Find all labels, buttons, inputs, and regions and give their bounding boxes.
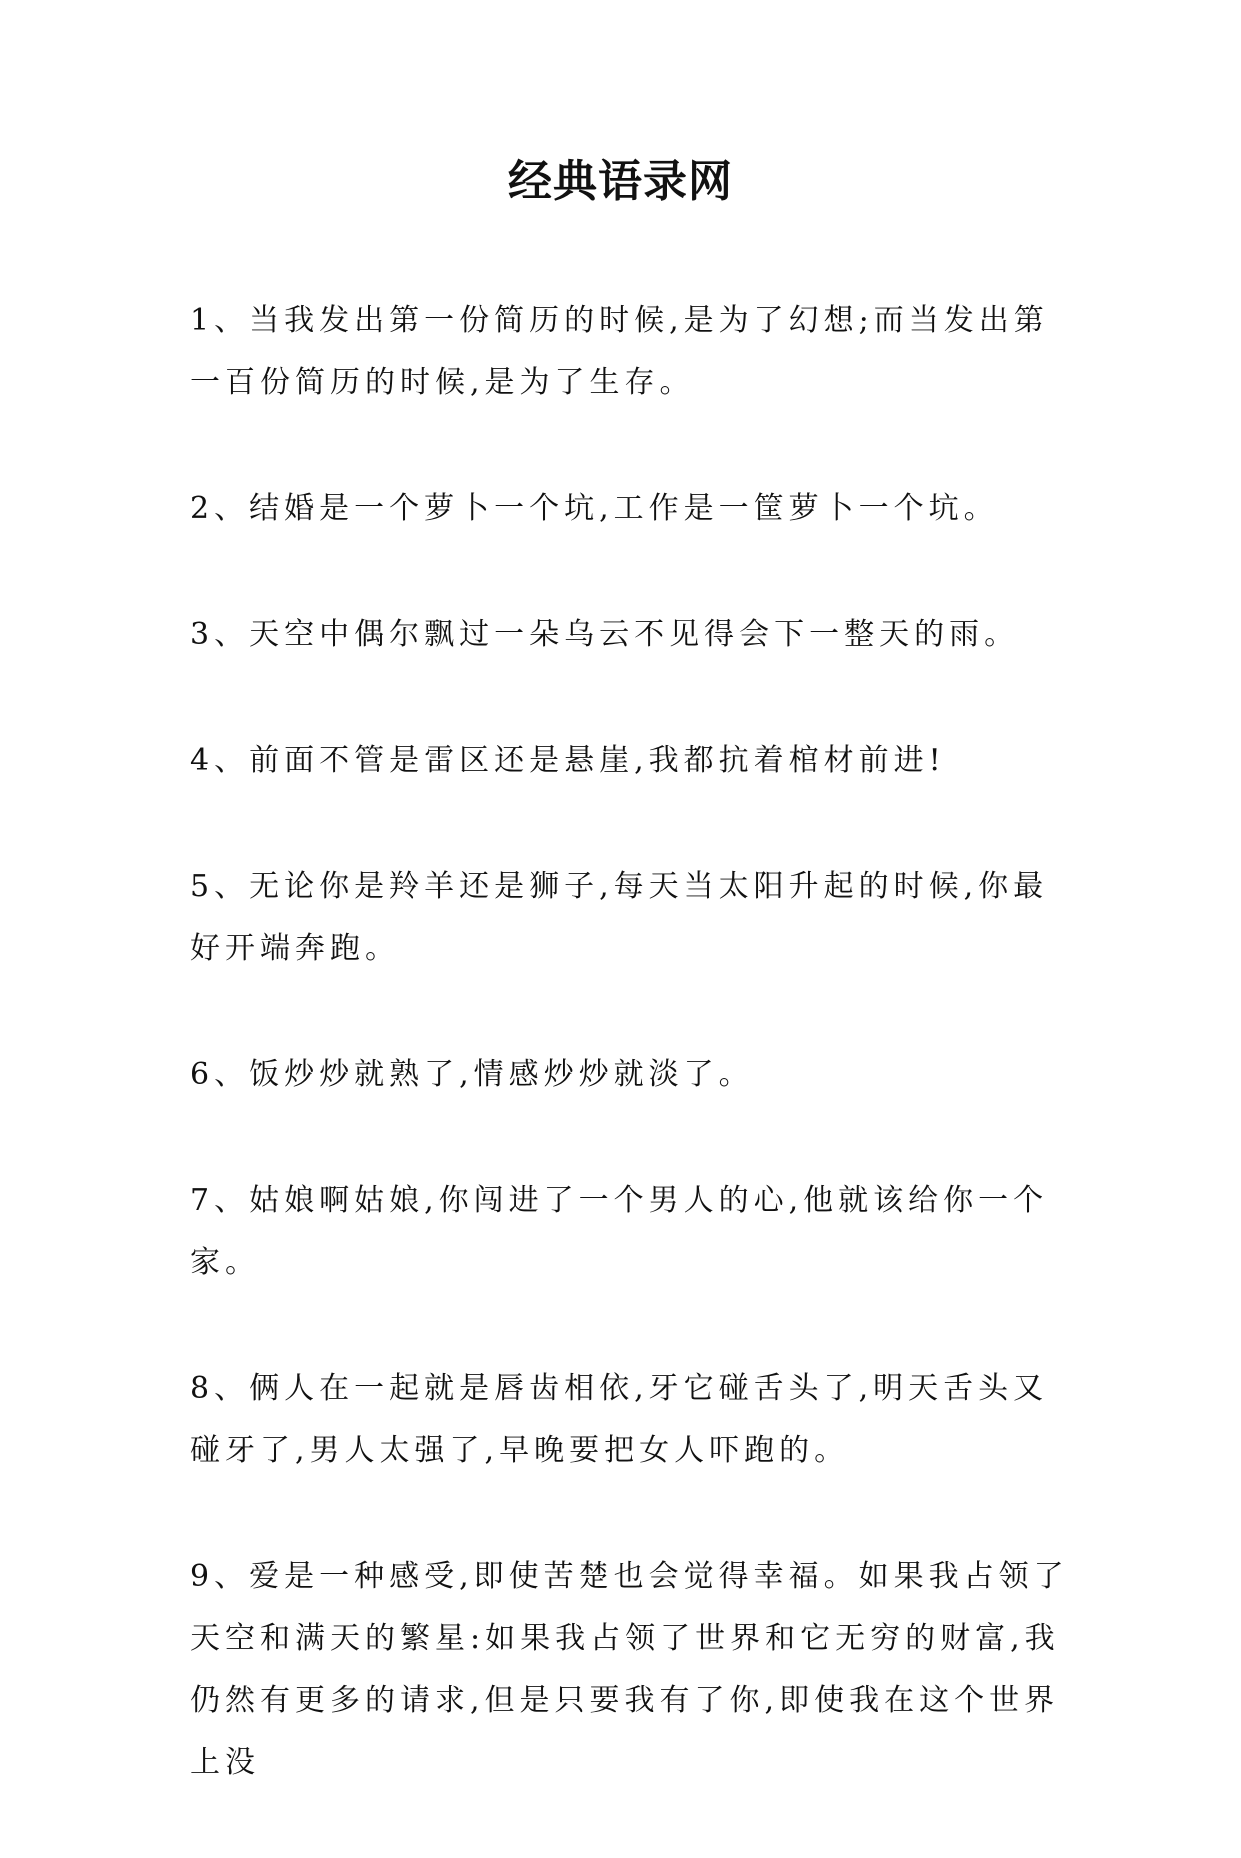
quote-item: 7、姑娘啊姑娘,你闯进了一个男人的心,他就该给你一个家。 [190, 1183, 1049, 1280]
quote-item: 8、俩人在一起就是唇齿相依,牙它碰舌头了,明天舌头又碰牙了,男人太强了,早晚要把女人吓跑的。 [190, 1371, 1049, 1468]
quote-item: 9、爱是一种感受,即使苦楚也会觉得幸福。如果我占领了天空和满天的繁星:如果我占领了世界和它无穷的财富,我仍然有更多的请求,但是只要我有了你,即使我在这个世界上没 [190, 1559, 1069, 1780]
quote-item: 2、结婚是一个萝卜一个坑,工作是一筐萝卜一个坑。 [190, 491, 999, 526]
quote-item: 6、饭炒炒就熟了,情感炒炒就淡了。 [190, 1057, 754, 1092]
quote-item: 4、前面不管是雷区还是悬崖,我都抗着棺材前进! [190, 743, 946, 778]
quote-list [190, 290, 1070, 1858]
quote-item: 3、天空中偶尔飘过一朵乌云不见得会下一整天的雨。 [190, 617, 1020, 652]
document-title: 经典语录网 [508, 156, 733, 207]
quote-item: 1、当我发出第一份简历的时候,是为了幻想;而当发出第一百份简历的时候,是为了生存。 [190, 303, 1049, 400]
quote-item: 5、无论你是羚羊还是狮子,每天当太阳升起的时候,你最好开端奔跑。 [190, 869, 1049, 966]
